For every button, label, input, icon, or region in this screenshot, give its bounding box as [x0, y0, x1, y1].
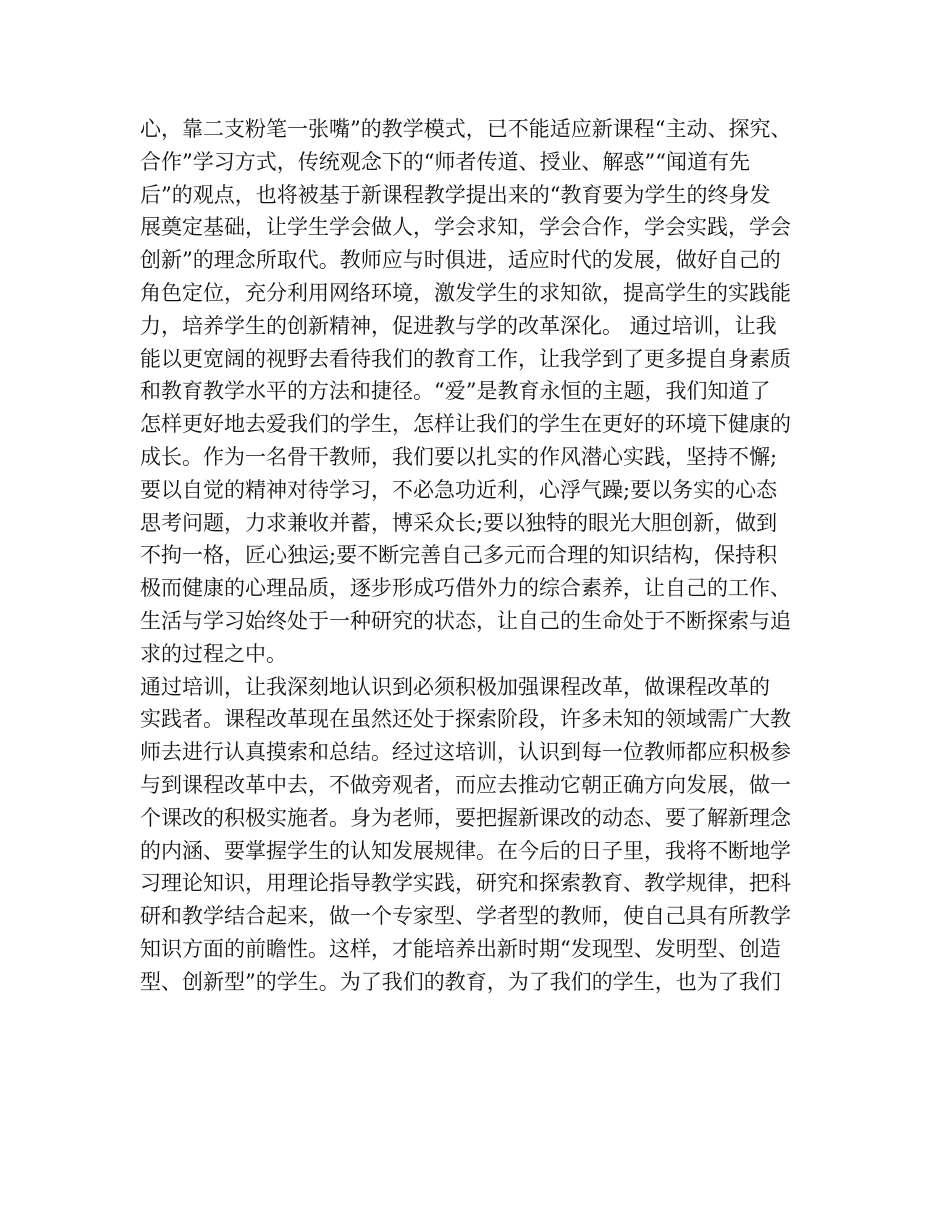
- text-line-9: 和教育教学水平的方法和捷径。“爱”是教育永恒的主题，我们知道了: [140, 379, 771, 404]
- text-line-16: 生活与学习始终处于一种研究的状态，让自己的生命处于不断探索与追: [140, 608, 791, 633]
- text-line-22: 个课改的积极实施者。身为老师，要把握新课改的动态、要了解新理念: [140, 805, 791, 830]
- text-line-15: 极而健康的心理品质，逐步形成巧借外力的综合素养，让自己的工作、: [140, 576, 791, 601]
- text-line-13: 思考问题，力求兼收并蓄，博采众长;要以独特的眼光大胆创新，做到: [140, 510, 778, 535]
- text-line-24: 习理论知识，用理论指导教学实践，研究和探索教育、教学规律，把科: [140, 871, 791, 896]
- text-line-17: 求的过程之中。: [140, 641, 287, 666]
- text-line-21: 与到课程改革中去，不做旁观者，而应去推动它朝正确方向发展，做一: [140, 772, 791, 797]
- text-line-2: 合作”学习方式，传统观念下的“师者传道、授业、解惑”“闻道有先: [140, 149, 750, 174]
- text-line-25: 研和教学结合起来，做一个专家型、学者型的教师，使自己具有所教学: [140, 904, 791, 929]
- text-line-26: 知识方面的前瞻性。这样，才能培养出新时期“发现型、发明型、创造: [140, 936, 781, 961]
- text-line-12: 要以自觉的精神对待学习，不必急功近利，心浮气躁;要以务实的心态: [140, 477, 778, 502]
- text-line-11: 成长。作为一名骨干教师，我们要以扎实的作风潜心实践，坚持不懈;: [140, 444, 778, 469]
- text-line-7: 力，培养学生的创新精神，促进教与学的改革深化。 通过培训，让我: [140, 313, 777, 338]
- text-line-8: 能以更宽阔的视野去看待我们的教育工作，让我学到了更多提自身素质: [140, 346, 791, 371]
- text-line-6: 角色定位，充分利用网络环境，激发学生的求知欲，提高学生的实践能: [140, 280, 791, 305]
- text-line-14: 不拘一格，匠心独运;要不断完善自己多元而合理的知识结构，保持积: [140, 543, 778, 568]
- text-line-4: 展奠定基础，让学生学会做人，学会求知，学会合作，学会实践，学会: [140, 215, 791, 240]
- text-line-5: 创新”的理念所取代。教师应与时俱进，适应时代的发展，做好自己的: [140, 248, 781, 273]
- text-line-27: 型、创新型”的学生。为了我们的教育，为了我们的学生，也为了我们: [140, 969, 781, 994]
- text-line-18: 通过培训，让我深刻地认识到必须积极加强课程改革，做课程改革的: [140, 674, 770, 699]
- text-line-3: 后”的观点，也将被基于新课程教学提出来的“教育要为学生的终身发: [140, 182, 771, 207]
- body-text: [140, 113, 840, 999]
- text-line-23: 的内涵、要掌握学生的认知发展规律。在今后的日子里，我将不断地学: [140, 838, 791, 863]
- text-line-1: 心，靠二支粉笔一张嘴”的教学模式，已不能适应新课程“主动、探究、: [140, 117, 792, 141]
- text-line-10: 怎样更好地去爱我们的学生，怎样让我们的学生在更好的环境下健康的: [140, 412, 791, 437]
- text-line-19: 实践者。课程改革现在虽然还处于探索阶段，许多未知的领域需广大教: [140, 707, 791, 732]
- text-line-20: 师去进行认真摸索和总结。经过这培训，认识到每一位教师都应积极参: [140, 740, 791, 765]
